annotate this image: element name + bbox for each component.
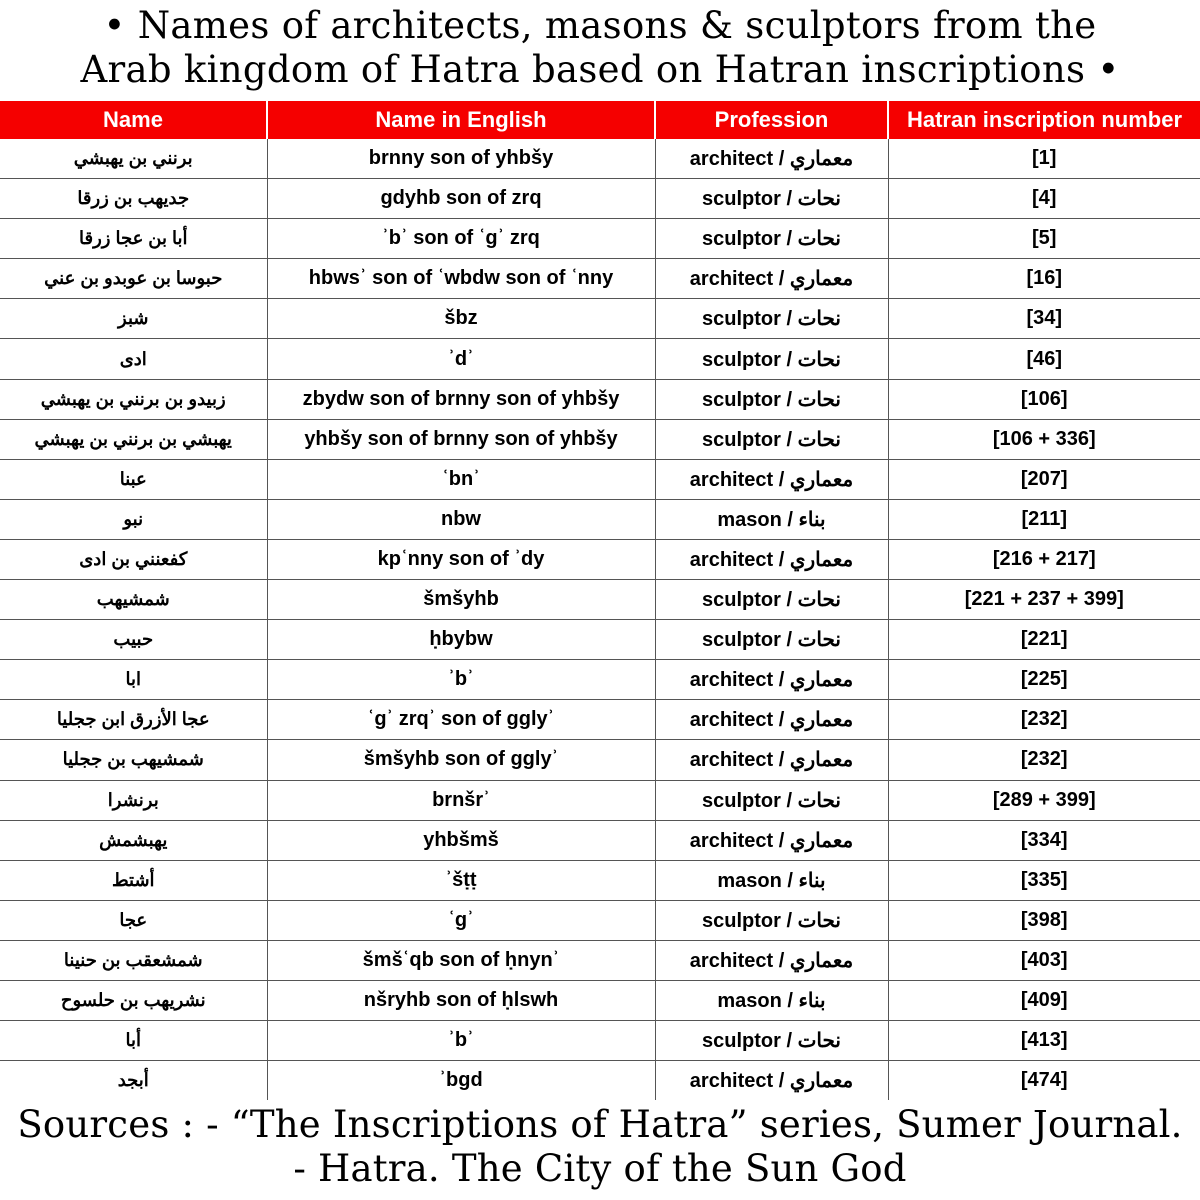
page-title xyxy=(0,4,1200,92)
cell-inscription-number: [4] xyxy=(888,179,1200,219)
cell-inscription-number: [16] xyxy=(888,259,1200,299)
table-row xyxy=(0,179,1200,219)
cell-inscription-number: [106 + 336] xyxy=(888,419,1200,459)
cell-profession: sculptor / نحات xyxy=(655,620,888,660)
cell-arabic-name: ادى xyxy=(0,339,267,379)
cell-arabic-name: أشتط xyxy=(0,860,267,900)
cell-english-name: nbw xyxy=(267,499,655,539)
inscriptions-table xyxy=(0,101,1200,1100)
cell-english-name: šmšyhb son of gglyʾ xyxy=(267,740,655,780)
table-row xyxy=(0,660,1200,700)
cell-inscription-number: [232] xyxy=(888,700,1200,740)
cell-english-name: brnšrʾ xyxy=(267,780,655,820)
cell-english-name: yhbšy son of brnny son of yhbšy xyxy=(267,419,655,459)
cell-arabic-name: ابا xyxy=(0,660,267,700)
table-row xyxy=(0,139,1200,179)
table-row xyxy=(0,820,1200,860)
table-row xyxy=(0,940,1200,980)
cell-english-name: yhbšmš xyxy=(267,820,655,860)
table-header-row xyxy=(0,101,1200,139)
cell-inscription-number: [232] xyxy=(888,740,1200,780)
cell-arabic-name: أبجد xyxy=(117,1070,149,1091)
cell-profession: sculptor / نحات xyxy=(655,780,888,820)
table-row xyxy=(0,1061,1200,1101)
cell-inscription-number: [335] xyxy=(888,860,1200,900)
footer-line-1: Sources : - “The Inscriptions of Hatra” series, Sumer Journal. xyxy=(17,1103,1183,1146)
table-row xyxy=(0,339,1200,379)
cell-inscription-number: [221] xyxy=(888,620,1200,660)
cell-profession: architect / معماري xyxy=(655,1061,888,1101)
cell-profession: architect / معماري xyxy=(655,700,888,740)
cell-english-name: ʾbʾ son of ʿgʾ zrq xyxy=(267,219,655,259)
cell-profession: sculptor / نحات xyxy=(655,299,888,339)
header-name: Name xyxy=(0,101,267,139)
table-row xyxy=(0,379,1200,419)
cell-profession: sculptor / نحات xyxy=(655,379,888,419)
title-line-1: • Names of architects, masons & sculptors from the xyxy=(103,4,1097,47)
cell-inscription-number: [413] xyxy=(888,1021,1200,1061)
table-row xyxy=(0,419,1200,459)
cell-inscription-number: [207] xyxy=(888,459,1200,499)
cell-english-name: šmšyhb xyxy=(267,580,655,620)
cell-inscription-number: [5] xyxy=(888,219,1200,259)
cell-arabic-name: أبا بن عجا زرقا xyxy=(0,219,267,259)
header-inscription-number: Hatran inscription number xyxy=(888,101,1200,139)
table-row xyxy=(0,499,1200,539)
cell-arabic-name: شمشعقب بن حنينا xyxy=(0,940,267,980)
cell-arabic-name: نشريهب بن حلسوح xyxy=(0,980,267,1020)
cell-arabic-name: شبز xyxy=(0,299,267,339)
table-row xyxy=(0,860,1200,900)
cell-profession: sculptor / نحات xyxy=(655,419,888,459)
cell-inscription-number: [106] xyxy=(888,379,1200,419)
cell-arabic-name: عبنا xyxy=(0,459,267,499)
table-body xyxy=(0,139,1200,1100)
cell-profession: architect / معماري xyxy=(655,539,888,579)
table-row xyxy=(0,980,1200,1020)
table-row xyxy=(0,299,1200,339)
table-row xyxy=(0,539,1200,579)
cell-inscription-number: [409] xyxy=(888,980,1200,1020)
cell-arabic-name: عجا الأزرق ابن ججليا xyxy=(0,700,267,740)
table-row xyxy=(0,580,1200,620)
cell-arabic-name: برنشرا xyxy=(0,780,267,820)
cell-inscription-number: [46] xyxy=(888,339,1200,379)
header-name-in-english: Name in English xyxy=(267,101,655,139)
cell-profession: architect / معماري xyxy=(655,259,888,299)
cell-arabic-name: جديهب بن زرقا xyxy=(0,179,267,219)
cell-english-name: šmšʿqb son of ḥnynʾ xyxy=(267,940,655,980)
table-row xyxy=(0,740,1200,780)
title-line-2: Arab kingdom of Hatra based on Hatran inscriptions • xyxy=(80,48,1120,91)
cell-profession: mason / بناء xyxy=(655,499,888,539)
cell-arabic-name: يهبشي بن برنني بن يهبشي xyxy=(0,419,267,459)
cell-english-name: ʿgʾ zrqʾ son of gglyʾ xyxy=(267,700,655,740)
table-row xyxy=(0,780,1200,820)
cell-english-name: ʾbʾ xyxy=(267,1021,655,1061)
cell-inscription-number: [216 + 217] xyxy=(888,539,1200,579)
cell-profession: mason / بناء xyxy=(655,980,888,1020)
cell-profession: sculptor / نحات xyxy=(655,1021,888,1061)
cell-inscription-number: [211] xyxy=(888,499,1200,539)
table-row xyxy=(0,259,1200,299)
cell-english-name: ʾšṭṭ xyxy=(267,860,655,900)
cell-english-name: ʾbʾ xyxy=(267,660,655,700)
cell-english-name: gdyhb son of zrq xyxy=(267,179,655,219)
cell-english-name: šbz xyxy=(267,299,655,339)
cell-english-name: kpʿnny son of ʾdy xyxy=(267,539,655,579)
table-row xyxy=(0,900,1200,940)
table-row xyxy=(0,700,1200,740)
cell-arabic-name: عجا xyxy=(0,900,267,940)
cell-profession: architect / معماري xyxy=(655,139,888,179)
cell-arabic-name: شمشيهب بن ججليا xyxy=(0,740,267,780)
cell-inscription-number: [474] xyxy=(888,1061,1200,1101)
cell-profession: architect / معماري xyxy=(655,459,888,499)
cell-inscription-number: [34] xyxy=(888,299,1200,339)
cell-arabic-name: يهبشمش xyxy=(0,820,267,860)
cell-english-name: ʾdʾ xyxy=(267,339,655,379)
cell-inscription-number: [1] xyxy=(888,139,1200,179)
cell-inscription-number: [398] xyxy=(888,900,1200,940)
cell-inscription-number: [403] xyxy=(888,940,1200,980)
cell-arabic-name: كفعنني بن ادى xyxy=(0,539,267,579)
cell-arabic-name: زبيدو بن برنني بن يهبشي xyxy=(0,379,267,419)
cell-arabic-name: حبيب xyxy=(0,620,267,660)
cell-profession: mason / بناء xyxy=(655,860,888,900)
cell-arabic-name: حبوسا بن عوبدو بن عني xyxy=(0,259,267,299)
cell-profession: sculptor / نحات xyxy=(655,580,888,620)
cell-english-name: brnny son of yhbšy xyxy=(267,139,655,179)
cell-english-name: nšryhb son of ḥlswh xyxy=(267,980,655,1020)
cell-arabic-name: شمشيهب xyxy=(0,580,267,620)
cell-inscription-number: [221 + 237 + 399] xyxy=(888,580,1200,620)
cell-profession: sculptor / نحات xyxy=(655,339,888,379)
table-row xyxy=(0,459,1200,499)
sources-footer xyxy=(0,1103,1200,1191)
cell-arabic-name: أبا xyxy=(0,1021,267,1061)
table-row xyxy=(0,219,1200,259)
header-profession: Profession xyxy=(655,101,888,139)
table-row xyxy=(0,620,1200,660)
cell-arabic-name: نبو xyxy=(0,499,267,539)
cell-inscription-number: [225] xyxy=(888,660,1200,700)
cell-profession: sculptor / نحات xyxy=(655,900,888,940)
cell-english-name: zbydw son of brnny son of yhbšy xyxy=(267,379,655,419)
cell-english-name: ʿbnʾ xyxy=(267,459,655,499)
cell-profession: sculptor / نحات xyxy=(655,179,888,219)
table-row xyxy=(0,1021,1200,1061)
footer-line-2: - Hatra. The City of the Sun God xyxy=(293,1147,907,1190)
cell-english-name: hbwsʾ son of ʿwbdw son of ʿnny xyxy=(267,259,655,299)
cell-arabic-name: برنني بن يهبشي xyxy=(0,139,267,179)
cell-inscription-number: [289 + 399] xyxy=(888,780,1200,820)
cell-profession: sculptor / نحات xyxy=(655,219,888,259)
cell-inscription-number: [334] xyxy=(888,820,1200,860)
cell-english-name: ḥbybw xyxy=(267,620,655,660)
cell-profession: architect / معماري xyxy=(655,660,888,700)
cell-profession: architect / معماري xyxy=(655,740,888,780)
cell-english-name: ʾbgd xyxy=(267,1061,655,1101)
cell-english-name: ʿgʾ xyxy=(267,900,655,940)
cell-profession: architect / معماري xyxy=(655,820,888,860)
cell-profession: architect / معماري xyxy=(655,940,888,980)
